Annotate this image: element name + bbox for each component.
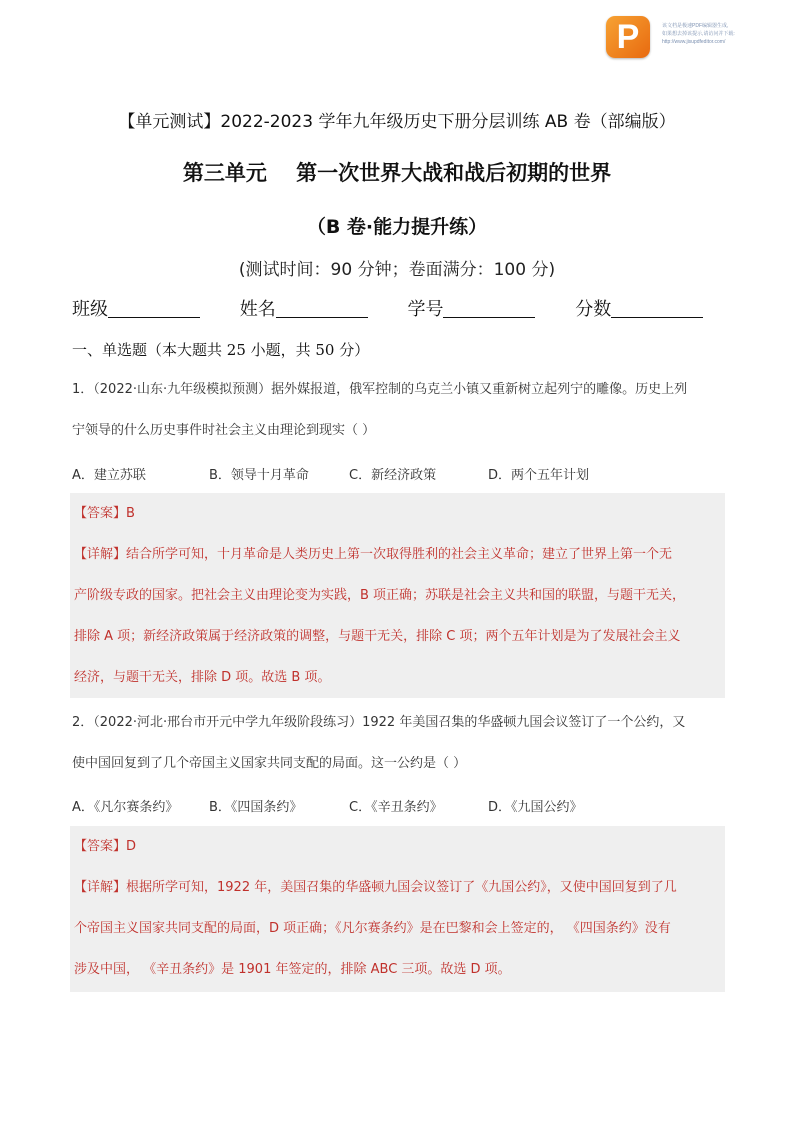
explanation-line: 涉及中国， 《辛丑条约》是 1901 年签定的，排除 ABC 三项。故选 D 项。	[74, 962, 511, 977]
explanation-line: 产阶级专政的国家。把社会主义由理论变为实践，B 项正确；苏联是社会主义共和国的联盟，与题干无关，	[74, 588, 686, 603]
logo-note-line: 如果想去掉该提示,请访问并下载:	[662, 31, 735, 37]
answer-label: 【答案】D	[74, 839, 137, 854]
question-2	[72, 702, 722, 784]
section-heading: 一、单选题（本大题共 25 小题，共 50 分）	[72, 341, 370, 359]
pdf-editor-logo	[606, 16, 650, 58]
exam-series-title: 【单元测试】2022-2023 学年九年级历史下册分层训练 AB 卷（部编版）	[118, 112, 676, 132]
question-1-line-2: 宁领导的什么历史事件时社会主义由理论到现实（ ）	[72, 423, 376, 438]
explanation-line: 个帝国主义国家共同支配的局面，D 项正确；《凡尔赛条约》是在巴黎和会上签定的， 《四国条约》没有	[74, 921, 671, 936]
paper-variant-title: （B 卷·能力提升练）	[306, 216, 488, 238]
student-number-blank[interactable]	[443, 299, 535, 318]
explanation-line: 经济，与题干无关，排除 D 项。故选 B 项。	[74, 670, 331, 685]
score-label: 分数	[575, 299, 612, 320]
score-blank[interactable]	[611, 299, 703, 318]
option-a[interactable]: A．建立苏联	[72, 468, 146, 483]
explanation-line: 【详解】结合所学可知，十月革命是人类历史上第一次取得胜利的社会主义革命；建立了世界上第一个无	[74, 547, 673, 562]
question-2-answer-box	[70, 826, 725, 992]
question-1	[72, 369, 722, 451]
option-d[interactable]: D．两个五年计划	[488, 468, 590, 483]
name-blank[interactable]	[276, 299, 368, 318]
question-2-line-2: 使中国回复到了几个帝国主义国家共同支配的局面。这一公约是（ ）	[72, 756, 467, 771]
option-d[interactable]: D．《九国公约》	[488, 800, 583, 815]
explanation-line: 【详解】根据所学可知，1922 年，美国召集的华盛顿九国会议签订了《九国公约》，又使中国回复到了几	[74, 880, 677, 895]
option-c[interactable]: C．《辛丑条约》	[349, 800, 443, 815]
class-blank[interactable]	[108, 299, 200, 318]
student-number-label: 学号	[407, 299, 444, 320]
question-1-answer-box	[70, 493, 725, 698]
student-number-field	[407, 295, 535, 321]
logo-watermark-note	[662, 22, 787, 46]
score-field	[575, 295, 703, 321]
logo-note-line: http://www.jisupdfeditor.com/	[662, 39, 726, 45]
option-c[interactable]: C．新经济政策	[349, 468, 437, 483]
option-a[interactable]: A．《凡尔赛条约》	[72, 800, 179, 815]
class-label: 班级	[72, 299, 108, 320]
unit-title: 第三单元 第一次世界大战和战后初期的世界	[182, 161, 612, 185]
question-2-line-1: 2．（2022·河北·邢台市开元中学九年级阶段练习）1922 年美国召集的华盛顿九国会议签订了一个公约，又	[72, 715, 686, 730]
student-info-fields	[72, 295, 737, 321]
option-b[interactable]: B．领导十月革命	[209, 468, 309, 483]
option-b[interactable]: B．《四国条约》	[209, 800, 303, 815]
logo-note-line: 该文档是极速PDF编辑器生成,	[662, 23, 729, 29]
exam-time-info: (测试时间：90 分钟；卷面满分：100 分)	[238, 260, 556, 280]
question-1-line-1: 1．（2022·山东·九年级模拟预测）据外媒报道，俄军控制的乌克兰小镇又重新树立起列宁的雕像。历史上列	[72, 382, 688, 397]
class-field	[72, 295, 200, 321]
logo-letter: P	[616, 18, 640, 56]
name-label: 姓名	[239, 299, 276, 320]
explanation-line: 排除 A 项；新经济政策属于经济政策的调整，与题干无关，排除 C 项；两个五年计划是为了发展社会主义	[74, 629, 681, 644]
name-field	[240, 295, 368, 321]
answer-label: 【答案】B	[74, 506, 135, 521]
